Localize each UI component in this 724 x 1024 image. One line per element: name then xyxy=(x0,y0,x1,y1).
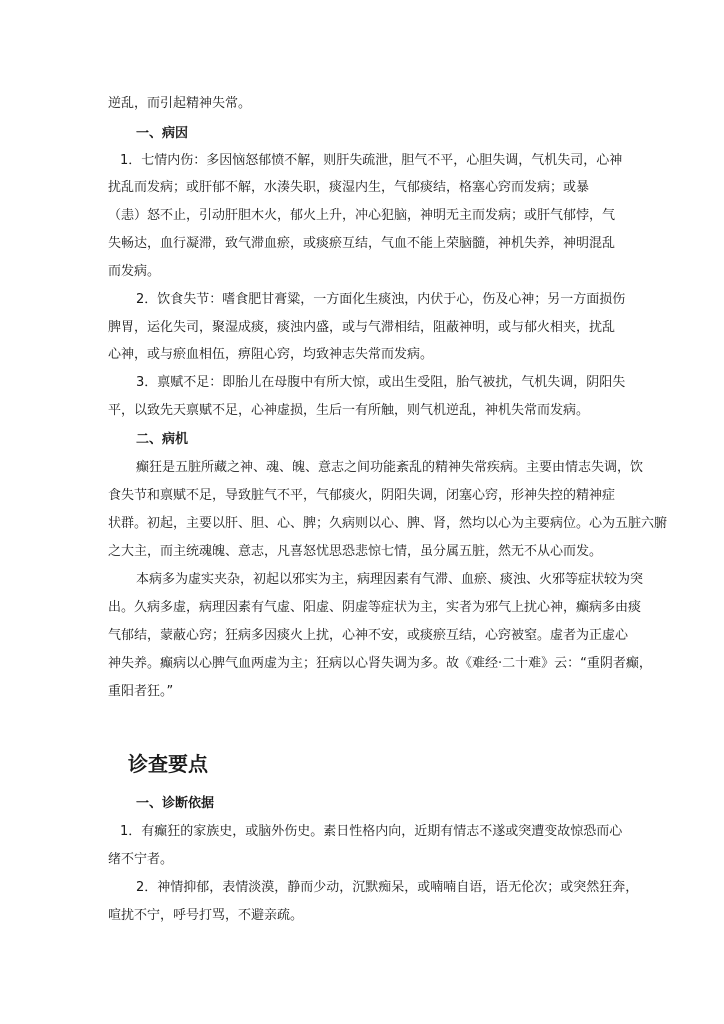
paragraph-line: 1．七情内伤：多因恼怒郁愤不解，则肝失疏泄，胆气不平，心胆失调，气机失司，心神 xyxy=(120,153,623,168)
paragraph-line: 心神，或与瘀血相伍，痹阻心窍，均致神志失常而发病。 xyxy=(108,347,434,362)
subheading-causes: 一、病因 xyxy=(136,126,189,141)
paragraph-line: 状群。初起，主要以肝、胆、心、脾；久病则以心、脾、肾，然均以心为主要病位。心为五脏六腑 xyxy=(108,516,668,531)
paragraph-line: 2．神情抑郁，表情淡漠，静而少动，沉默痴呆，或喃喃自语，语无伦次；或突然狂奔， xyxy=(136,880,639,895)
paragraph-line: 1．有癫狂的家族史，或脑外伤史。素日性格内向，近期有情志不遂或突遭变故惊恐而心 xyxy=(120,824,623,839)
paragraph-line: 出。久病多虚，病理因素有气虚、阳虚、阴虚等症状为主，实者为邪气上扰心神，癫病多由痰 xyxy=(108,600,642,615)
paragraph-line: （恚）怒不止，引动肝胆木火，郁火上升，冲心犯脑，神明无主而发病；或肝气郁悖，气 xyxy=(108,208,616,223)
paragraph-line: 之大主，而主统魂魄、意志，凡喜怒忧思恐悲惊七情，虽分属五脏，然无不从心而发。 xyxy=(108,544,603,559)
paragraph-line: 3．禀赋不足：即胎儿在母腹中有所大惊，或出生受阻，胎气被扰，气机失调，阴阳失 xyxy=(136,375,626,390)
paragraph-line: 失畅达，血行凝滞，致气滞血瘀，或痰瘀互结，气血不能上荣脑髓，神机失养，神明混乱 xyxy=(108,236,616,251)
paragraph-line: 绪不宁者。 xyxy=(108,852,174,867)
paragraph-line: 本病多为虚实夹杂，初起以邪实为主，病理因素有气滞、血瘀、痰浊、火邪等症状较为突 xyxy=(136,572,644,587)
paragraph-line: 2．饮食失节：嗜食肥甘膏粱，一方面化生痰浊，内伏于心，伤及心神；另一方面损伤 xyxy=(136,292,626,307)
paragraph-line: 平，以致先天禀赋不足，心神虚损，生后一有所触，则气机逆乱，神机失常而发病。 xyxy=(108,403,590,418)
section-title: 诊查要点 xyxy=(128,752,208,776)
paragraph-line: 扰乱而发病；或肝郁不解，水湊失职，痰湿内生，气郁痰结，格塞心窍而发病；或暴 xyxy=(108,180,590,195)
paragraph-line: 气郁结，蒙蔽心窍；狂病多因痰火上扰，心神不安，或痰瘀互结，心窍被窒。虚者为正虚心 xyxy=(108,628,629,643)
paragraph-line: 癫狂是五脏所藏之神、魂、魄、意志之间功能紊乱的精神失常疾病。主要由情志失调，饮 xyxy=(136,460,644,475)
paragraph-line: 神失养。癫病以心脾气血两虚为主；狂病以心肾失调为多。故《难经·二十难》云：“重阴者癫， xyxy=(108,656,652,671)
paragraph-line: 而发病。 xyxy=(108,264,161,279)
paragraph-line: 重阳者狂。” xyxy=(108,684,174,699)
text-line: 逆乱，而引起精神失常。 xyxy=(108,96,252,111)
paragraph-line: 食失节和禀赋不足，导致脏气不平，气郁痰火，阴阳失调，闭塞心窍，形神失控的精神症 xyxy=(108,488,616,503)
subheading-diagnosis: 一、诊断依据 xyxy=(136,796,215,811)
paragraph-line: 脾胃，运化失司，聚湿成痰，痰浊内盛，或与气滞相结，阻蔽神明，或与郁火相夹，扰乱 xyxy=(108,320,616,335)
paragraph-line: 喧扰不宁，呼号打骂，不避亲疏。 xyxy=(108,908,304,923)
subheading-mechanism: 二、病机 xyxy=(136,432,189,447)
